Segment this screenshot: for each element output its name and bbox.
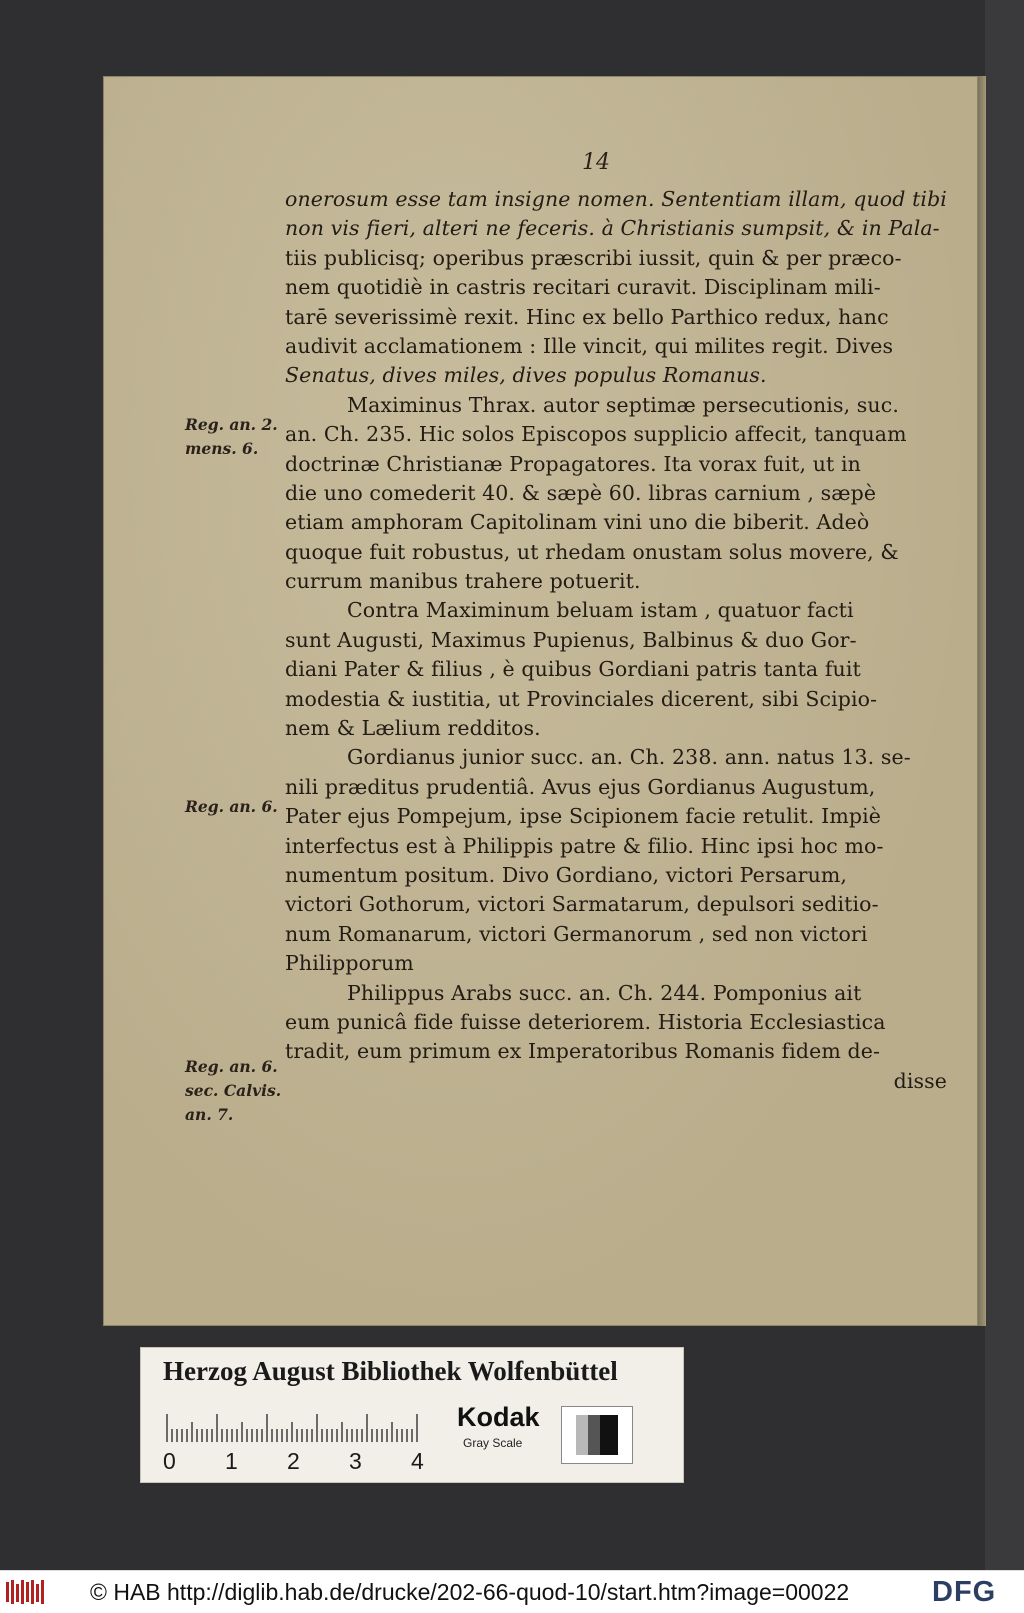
text-line: interfectus est à Philippis patre & filio. Hinc ipsi hoc mo-	[285, 833, 884, 858]
text-line: diani Pater & filius , è quibus Gordiani patris tanta fuit	[285, 657, 861, 682]
text-line: Philippus Arabs succ. an. Ch. 244. Pomponius ait	[347, 980, 862, 1005]
ruler-numbers	[163, 1448, 463, 1474]
page-edge	[978, 76, 986, 1326]
ruler-number: 1	[225, 1448, 238, 1474]
margin-note	[185, 795, 278, 819]
ruler-scale	[165, 1412, 420, 1442]
text-line: non vis fieri, alteri ne feceris. à Christianis sumpsit, & in Pala-	[285, 216, 940, 241]
margin-note-line: Reg. an. 2.	[185, 415, 278, 434]
text-line: eum punicâ fide fuisse deteriorem. Historia Ecclesiastica	[285, 1009, 886, 1034]
text-line: onerosum esse tam insigne nomen. Sententiam illam, quod tibi	[285, 187, 947, 211]
ruler-number: 4	[411, 1448, 424, 1474]
text-line: Philipporum	[285, 951, 414, 976]
text-line: nem & Lælium redditos.	[285, 716, 541, 741]
color-calibration-card	[140, 1347, 684, 1483]
scan-background-right	[985, 0, 1024, 1570]
text-line: Senatus, dives miles, dives populus Romanus.	[285, 363, 767, 388]
text-line: num Romanarum, victori Germanorum , sed non victori	[285, 921, 868, 946]
ruler-number: 0	[163, 1448, 176, 1474]
text-line: tarē severissimè rexit. Hinc ex bello Parthico redux, hanc	[285, 304, 889, 329]
text-line: etiam amphoram Capitolinam vini uno die biberit. Adeò	[285, 510, 870, 535]
text-line: an. Ch. 235. Hic solos Episcopos supplicio affecit, tanquam	[285, 422, 907, 447]
text-line: quoque fuit robustus, ut rhedam onustam solus movere, &	[285, 539, 899, 564]
ruler-number: 3	[349, 1448, 362, 1474]
margin-note-line: sec. Calvis.	[185, 1081, 282, 1100]
text-line: nem quotidiè in castris recitari curavit. Disciplinam mili-	[285, 275, 881, 300]
copyright-url: © HAB http://diglib.hab.de/drucke/202-66-quod-10/start.htm?image=00022	[90, 1579, 850, 1605]
kodak-logo: Kodak	[457, 1402, 540, 1432]
body-text	[285, 185, 955, 1096]
library-name: Herzog August Bibliothek Wolfenbüttel	[163, 1356, 618, 1386]
text-line: nili præditus prudentiâ. Avus ejus Gordianus Augustum,	[285, 774, 876, 799]
text-line: audivit acclamationem : Ille vincit, qui milites regit. Dives	[285, 333, 894, 358]
dfg-logo: DFG	[932, 1576, 997, 1608]
text-line: Pater ejus Pompejum, ipse Scipionem facie retulit. Impiè	[285, 804, 881, 829]
margin-note	[185, 1055, 281, 1127]
margin-note-line: an. 7.	[185, 1105, 234, 1124]
text-line: currum manibus trahere potuerit.	[285, 569, 641, 594]
text-line: tiis publicisq; operibus præscribi iussit, quin & per præco-	[285, 245, 902, 270]
margin-note-line: Reg. an. 6.	[185, 1057, 278, 1076]
text-line: sunt Augusti, Maximus Pupienus, Balbinus & duo Gor-	[285, 627, 857, 652]
text-line: Gordianus junior succ. an. Ch. 238. ann. natus 13. se-	[347, 745, 911, 770]
margin-note	[185, 413, 278, 461]
text-line: die uno comederit 40. & sæpè 60. libras carnium , sæpè	[285, 480, 877, 505]
text-line: tradit, eum primum ex Imperatoribus Romanis fidem de-	[285, 1039, 880, 1064]
text-line: doctrinæ Christianæ Propagatores. Ita vorax fuit, ut in	[285, 451, 861, 476]
text-line: numentum positum. Divo Gordiano, victori Persarum,	[285, 862, 848, 887]
ruler-number: 2	[287, 1448, 300, 1474]
hab-logo-icon	[6, 1580, 48, 1604]
text-line: Maximinus Thrax. autor septimæ persecutionis, suc.	[347, 392, 899, 417]
page-number: 14	[582, 150, 610, 175]
margin-note-line: mens. 6.	[185, 439, 259, 458]
text-line: disse	[893, 1068, 947, 1093]
text-line: Contra Maximinum beluam istam , quatuor facti	[347, 598, 854, 623]
gray-scale-swatch	[561, 1406, 633, 1464]
gray-scale-label: Gray Scale	[463, 1436, 523, 1450]
margin-note-line: Reg. an. 6.	[185, 797, 278, 816]
text-line: modestia & iustitia, ut Provinciales dicerent, sibi Scipio-	[285, 686, 878, 711]
text-line: victori Gothorum, victori Sarmatarum, depulsori seditio-	[285, 892, 879, 917]
footer-bar	[0, 1570, 1024, 1613]
